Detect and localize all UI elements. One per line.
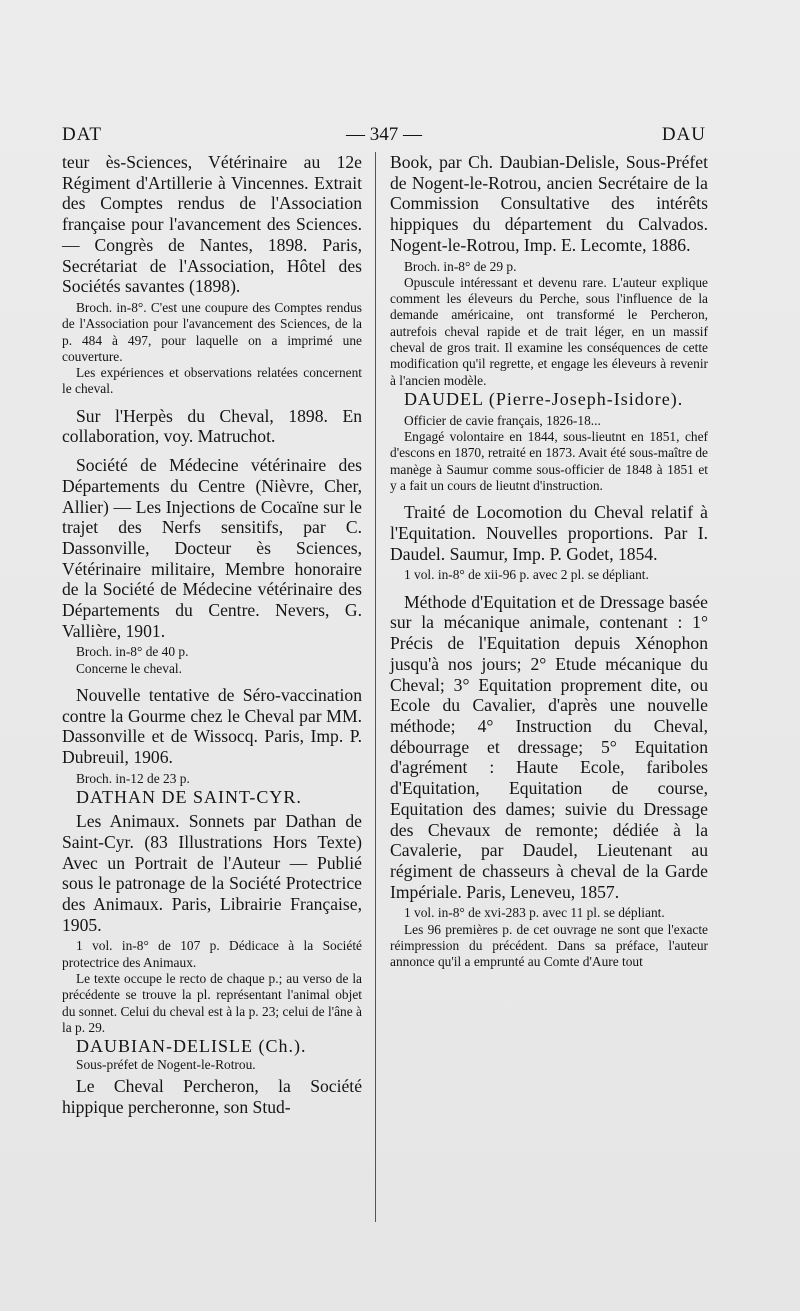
- header-right: DAU: [661, 124, 706, 145]
- running-header: [62, 124, 706, 152]
- bibliographic-note: Concerne le cheval.: [76, 660, 182, 676]
- bibliographic-note: Opuscule intéressant et devenu rare. L'auteur explique comment les éleveurs du Perche, sous l'influence de la demande américaine, ont transformé le Percheron, autrefois cheval rapide et de trait léger, en un massif cheval de gros trait. Il examine les conséquences de cette modification qu'il regrette, et engage les éleveurs à revenir à l'ancien modèle.: [390, 274, 708, 388]
- column-divider: [375, 152, 376, 1222]
- author-heading: DAUBIAN-DELISLE (Ch.).: [76, 1036, 307, 1057]
- entry-paragraph: Les Animaux. Sonnets par Dathan de Saint-Cyr. (83 Illustrations Hors Texte) Avec un Portrait de l'Auteur — Publié sous le patronage de la Société Protectrice des Animaux. Paris, Librairie Française, 1905.: [62, 811, 362, 935]
- entry-paragraph: Méthode d'Equitation et de Dressage basée sur la mécanique animale, contenant : 1° Précis de l'Equitation depuis Xénophon jusqu'à nos jours; 2° Etude mécanique du Cheval; 3° Equitation proprement dite, ou Ecole du Cavalier, d'après une nouvelle méthode; 4° Instruction du Cheval, débourrage et dressage; 5° Equitation d'agrément : Haute Ecole, fariboles d'Equitation, Equitation de course, Equitation des dames; suivie du Dressage des Chevaux de remonte; dédiée à la Cavalerie, par Daudel, Lieutenant au régiment de chasseurs à cheval de la Garde Impériale. Paris, Leneveu, 1857.: [390, 591, 708, 902]
- bibliographic-note: Officier de cavie français, 1826-18...: [404, 412, 601, 428]
- bibliographic-note: 1 vol. in-8° de 107 p. Dédicace à la Société protectrice des Animaux.: [62, 938, 362, 970]
- page-number: — 347 —: [346, 124, 422, 145]
- bibliographic-note: Les 96 premières p. de cet ouvrage ne sont que l'exacte réimpression du précédent. Dans sa préface, l'auteur annonce qu'il a emprunté au Comte d'Aure tout: [390, 921, 708, 970]
- right-column: [390, 152, 708, 971]
- bibliographic-note: Sous-préfet de Nogent-le-Rotrou.: [76, 1057, 256, 1073]
- entry-paragraph: Le Cheval Percheron, la Société hippique percheronne, son Stud-: [62, 1076, 362, 1118]
- entry-paragraph: Société de Médecine vétérinaire des Départements du Centre (Nièvre, Cher, Allier) — Les Injections de Cocaïne sur le trajet des Nerfs sensitifs, par C. Dassonville, Docteur ès Sciences, Vétérinaire militaire, Membre honoraire de la Société de Médecine vétérinaire des Départements du Centre. Nevers, G. Vallière, 1901.: [62, 455, 362, 641]
- bibliographic-note: Broch. in-8° de 40 p.: [76, 644, 189, 660]
- bibliographic-note: Les expériences et observations relatées concernent le cheval.: [62, 365, 362, 397]
- bibliographic-note: Broch. in-8° de 29 p.: [404, 258, 517, 274]
- entry-paragraph: teur ès-Sciences, Vétérinaire au 12e Régiment d'Artillerie à Vincennes. Extrait des Comptes rendus de l'Association française pour l'avancement des Sciences. — Congrès de Nantes, 1898. Paris, Secrétariat de l'Association, Hôtel des Sociétés savantes (1898).: [62, 152, 362, 297]
- bibliographic-note: Broch. in-8°. C'est une coupure des Comptes rendus de l'Association pour l'avancement des Sciences, de la p. 484 à 497, pour laquelle on a imprimé une couverture.: [62, 299, 362, 364]
- header-left: DAT: [62, 124, 102, 145]
- bibliographic-note: 1 vol. in-8° de xii-96 p. avec 2 pl. se dépliant.: [404, 567, 649, 583]
- entry-paragraph: Nouvelle tentative de Séro-vaccination contre la Gourme chez le Cheval par MM. Dassonville et de Wissocq. Paris, Imp. P. Dubreuil, 1906.: [62, 685, 362, 768]
- entry-paragraph: Book, par Ch. Daubian-Delisle, Sous-Préfet de Nogent-le-Rotrou, ancien Secrétaire de la Commission Consultative des intérêts hippiques du département du Calvados. Nogent-le-Rotrou, Imp. E. Lecomte, 1886.: [390, 152, 708, 255]
- bibliographic-note: Broch. in-12 de 23 p.: [76, 770, 190, 786]
- bibliographic-note: 1 vol. in-8° de xvi-283 p. avec 11 pl. se dépliant.: [404, 905, 665, 921]
- author-heading: DAUDEL (Pierre-Joseph-Isidore).: [404, 388, 684, 409]
- bibliographic-note: Le texte occupe le recto de chaque p.; au verso de la précédente se trouve la pl. représentant l'animal objet du sonnet. Celui du cheval est à la p. 23; celui de l'âne à la p. 29.: [62, 970, 362, 1035]
- author-heading: DATHAN DE SAINT-CYR.: [76, 787, 302, 808]
- left-column: [62, 152, 362, 1118]
- entry-paragraph: Sur l'Herpès du Cheval, 1898. En collaboration, voy. Matruchot.: [62, 405, 362, 447]
- entry-paragraph: Traité de Locomotion du Cheval relatif à l'Equitation. Nouvelles proportions. Par I. Daudel. Saumur, Imp. P. Godet, 1854.: [390, 502, 708, 564]
- bibliographic-note: Engagé volontaire en 1844, sous-lieutnt en 1851, chef d'escons en 1870, retraité en 1873. Avait été sous-maître de manège à Saumur comme sous-officier de 1848 à 1851 et y a fait un cours de lieutnt d'instruction.: [390, 429, 708, 494]
